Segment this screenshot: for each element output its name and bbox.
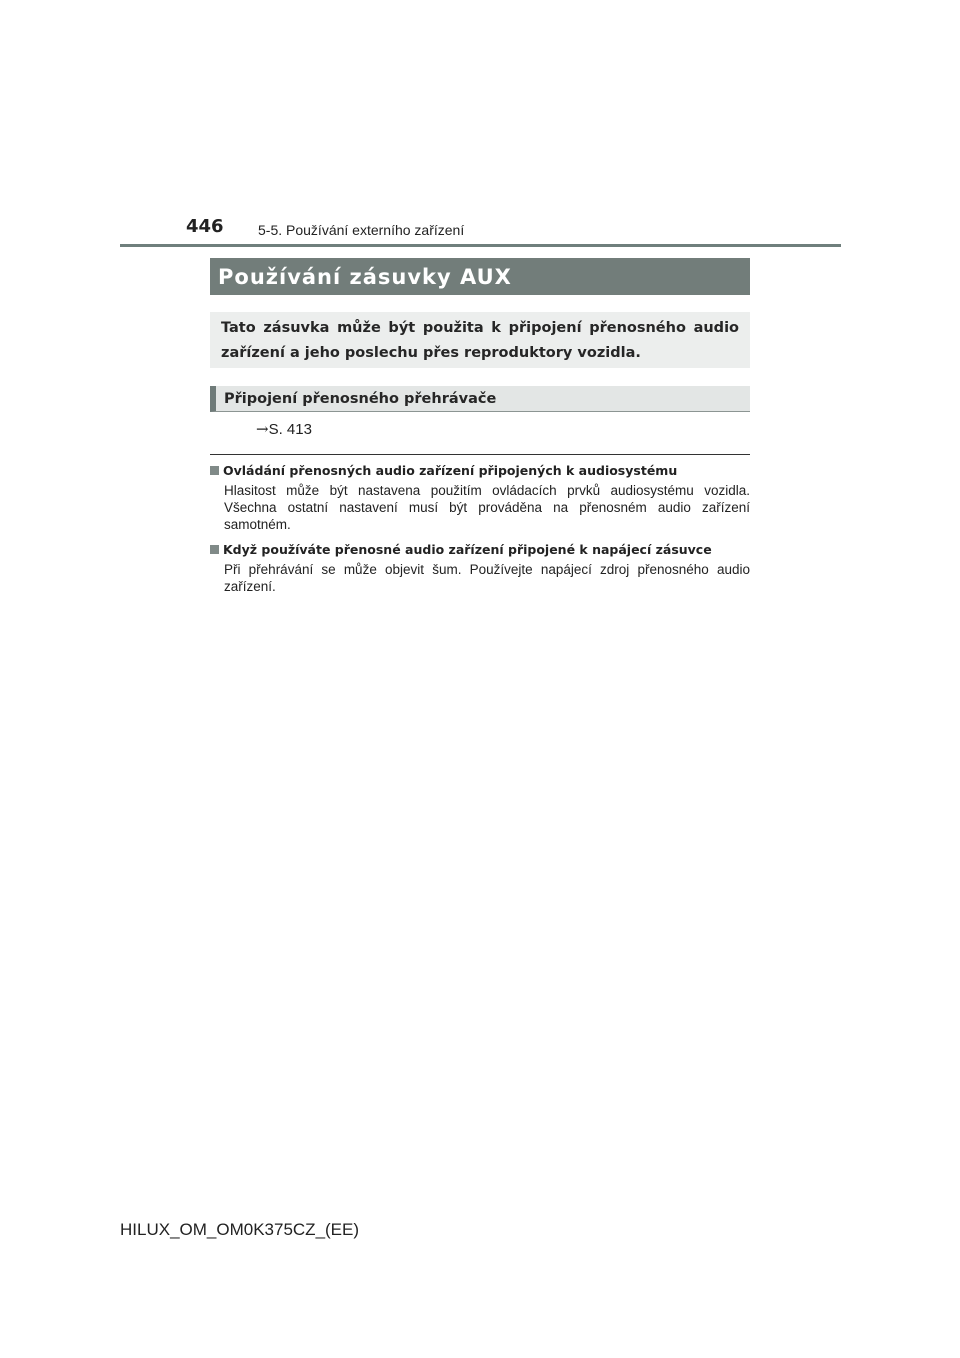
intro-text: Tato zásuvka může být použita k připojení přenosného audio zařízení a jeho poslechu přes reproduktory vozidla. <box>221 320 739 361</box>
note-heading-text: Ovládání přenosných audio zařízení připojených k audiosystému <box>223 463 678 478</box>
note-item <box>210 541 750 595</box>
note-heading-text: Když používáte přenosné audio zařízení připojené k napájecí zásuvce <box>223 542 712 557</box>
note-item <box>210 462 750 533</box>
subsection-heading-text: Připojení přenosného přehrávače <box>224 390 497 407</box>
square-bullet-icon <box>210 466 219 475</box>
note-heading <box>210 462 750 479</box>
page-number: 446 <box>186 216 224 237</box>
page-reference-text: S. 413 <box>268 421 312 438</box>
footer-document-code: HILUX_OM_OM0K375CZ_(EE) <box>120 1220 360 1239</box>
section-header: 5-5. Používání externího zařízení <box>258 222 465 238</box>
page-reference <box>256 420 312 438</box>
page-title: Používání zásuvky AUX <box>218 264 512 289</box>
note-body: Hlasitost může být nastavena použitím ovládacích prvků audiosystému vozidla. Všechna ostatní nastavení musí být prováděna na přenosném audio zařízení samotném. <box>224 483 750 532</box>
divider <box>210 454 750 455</box>
note-heading <box>210 541 750 558</box>
subsection-heading <box>210 386 750 412</box>
intro-box <box>210 312 750 368</box>
square-bullet-icon <box>210 545 219 554</box>
note-body: Při přehrávání se může objevit šum. Používejte napájecí zdroj přenosného audio zařízení. <box>224 562 750 594</box>
header-rule <box>120 244 841 247</box>
arrow-right-icon: → <box>256 420 269 438</box>
title-bar <box>210 258 750 295</box>
